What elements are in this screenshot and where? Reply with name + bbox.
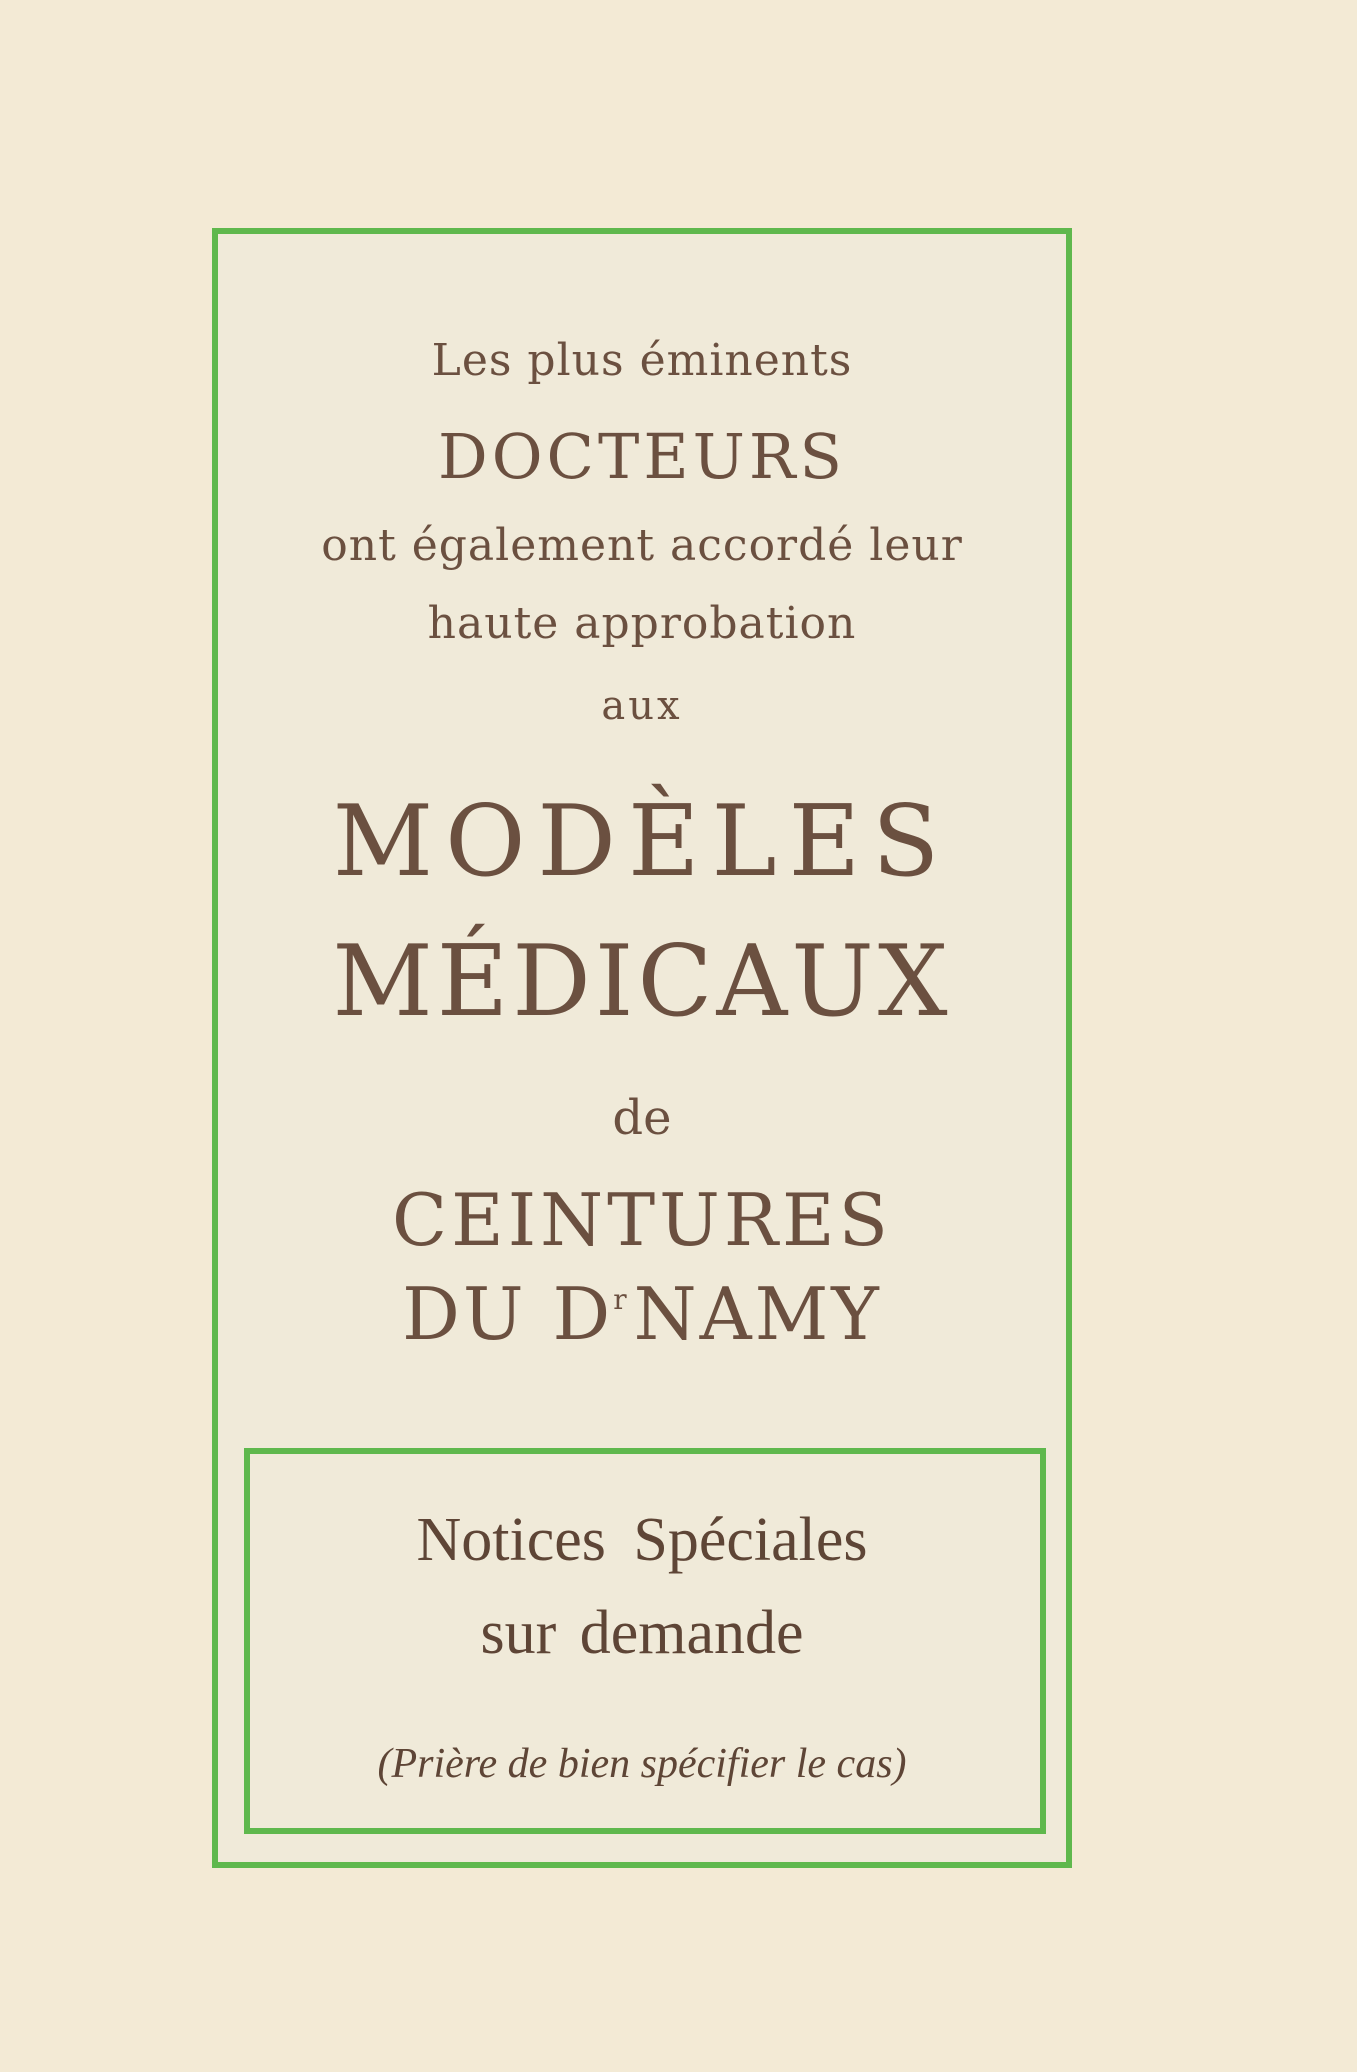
text-line-de: de	[612, 1090, 672, 1146]
sur-demande: sur demande	[480, 1599, 804, 1667]
title-du-dr-namy	[212, 1272, 1072, 1356]
text-line-accorde: ont également accordé leur	[321, 520, 963, 571]
du-d-text: DU D	[402, 1272, 614, 1356]
heading-docteurs: DOCTEURS	[438, 420, 846, 493]
title-modeles: MODÈLES	[332, 785, 952, 899]
title-medicaux: MÉDICAUX	[332, 925, 952, 1039]
notices-speciales: Notices Spéciales	[416, 1506, 868, 1574]
intro-line-eminents: Les plus éminents	[431, 335, 853, 386]
title-ceintures: CEINTURES	[392, 1178, 892, 1262]
namy-text: NAMY	[633, 1272, 882, 1356]
text-line-approbation: haute approbation	[427, 598, 857, 649]
priere-note: (Prière de bien spécifier le cas)	[377, 1741, 907, 1787]
text-line-aux: aux	[601, 683, 683, 729]
dr-superscript: r	[613, 1283, 630, 1316]
